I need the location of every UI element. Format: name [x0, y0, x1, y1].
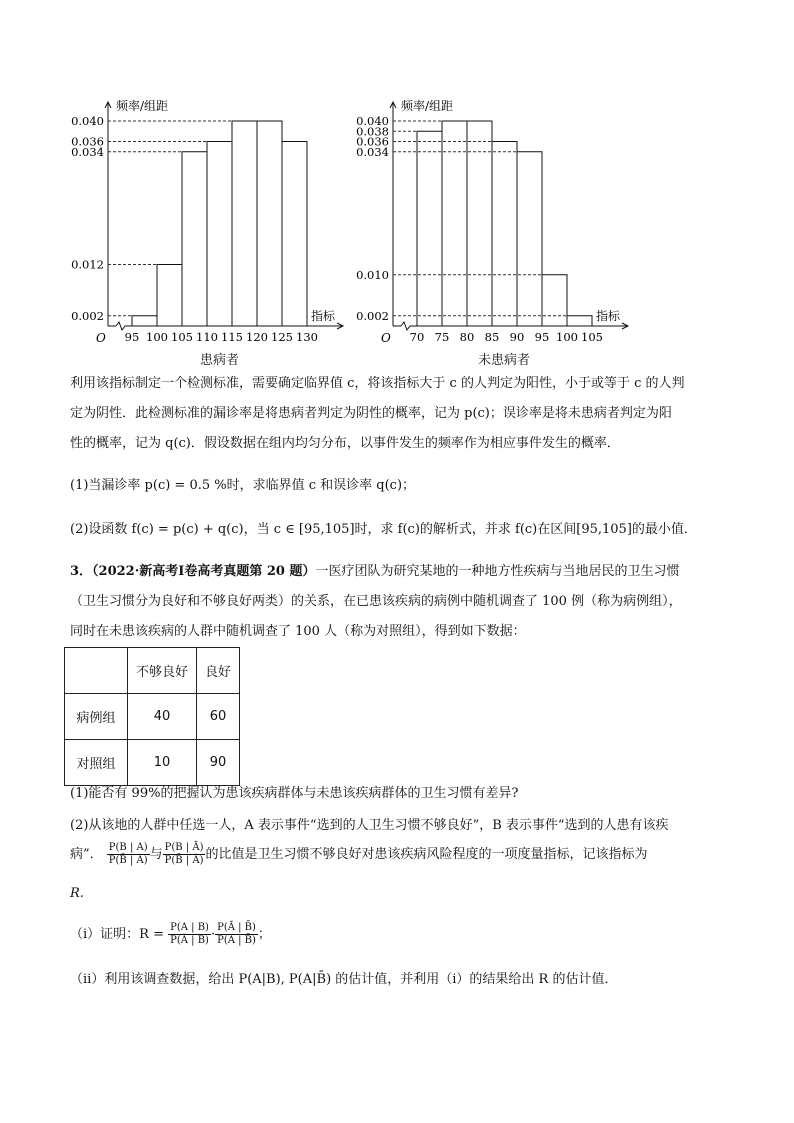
y-tick-label: 0.034: [71, 144, 104, 159]
x-tick-label: 80: [459, 330, 475, 344]
x-tick-label: 100: [556, 330, 578, 344]
paragraph-line: 定为阴性．此检测标准的漏诊率是将患病者判定为阴性的概率，记为 p(c)；误诊率是将未患病者判定为阳: [70, 406, 672, 421]
question-2: (2)设函数 f(c) = p(c) + q(c)，当 c ∈ [95,105]时，求 f(c)的解析式，并求 f(c)在区间[95,105]的最小值．: [70, 522, 697, 537]
table-cell: 40: [128, 694, 197, 740]
problem-3-line-1: [70, 560, 680, 579]
table-cell: [65, 648, 128, 694]
table-row: [65, 694, 240, 740]
origin-label: O: [381, 331, 391, 345]
histogram-non-patients: [345, 92, 635, 352]
y-tick-label: 0.038: [356, 124, 389, 139]
fraction-numerator: P(B | A): [108, 842, 148, 853]
fraction-numerator: P(B | Ā): [164, 842, 204, 853]
problem-3-line-2: （卫生习惯分为良好和不够良好两类）的关系，在已患该疾病的病例中随机调查了 100 例（称为病例组），: [70, 594, 682, 609]
histogram-patients-svg: [60, 92, 350, 352]
table-cell: 90: [197, 740, 240, 786]
x-tick-label: 130: [296, 330, 318, 344]
fraction-numerator: P(Ā | B̄): [217, 922, 256, 933]
x-tick-label: 100: [146, 330, 168, 344]
fraction: [168, 922, 211, 947]
x-tick-label: 110: [196, 330, 218, 344]
sub-question-2-line-1: (2)从该地的人群中任选一人，A 表示事件“选到的人卫生习惯不够良好”，B 表示事件“选到的人患有该疾: [70, 818, 669, 833]
table-cell: 60: [197, 694, 240, 740]
origin-label: O: [96, 331, 106, 345]
fraction-denominator: P(Ā | B): [170, 935, 209, 946]
table-cell: 病例组: [65, 694, 128, 740]
y-tick-label: 0.040: [71, 114, 104, 128]
x-axis-break: [401, 322, 410, 330]
x-tick-label: 120: [246, 330, 268, 344]
fraction: [215, 922, 258, 947]
sub-question-2-line-2: [70, 842, 647, 867]
y-tick-label: 0.040: [356, 114, 389, 128]
x-tick-label: 105: [581, 330, 603, 344]
x-tick-label: 125: [271, 330, 293, 344]
histogram-bar: [182, 152, 207, 326]
table-cell: 良好: [197, 648, 240, 694]
problem-3-line-3: 同时在未患该疾病的人群中随机调查了 100 人（称为对照组），得到如下数据：: [70, 624, 526, 639]
histogram-bar: [417, 131, 442, 326]
x-tick-label: 115: [221, 330, 243, 344]
y-tick-label: 0.034: [356, 144, 389, 159]
histogram-bar: [542, 275, 567, 326]
x-axis-label: 指标: [596, 309, 621, 323]
sub-question-1: (1)能否有 99%的把握认为患该疾病群体与未患该疾病群体的卫生习惯有差异?: [70, 786, 519, 801]
fraction: [163, 842, 206, 867]
paragraph-line: 性的概率，记为 q(c)．假设数据在组内均匀分布，以事件发生的频率作为相应事件发生的概率．: [70, 436, 620, 451]
histogram-bar: [257, 121, 282, 326]
histogram-bar: [132, 316, 157, 326]
table-cell: 对照组: [65, 740, 128, 786]
caption-patients: 患病者: [200, 353, 240, 368]
fraction-denominator: P(A | B̄): [217, 935, 256, 946]
x-tick-label: 70: [409, 330, 425, 344]
y-axis-label: 频率/组距: [401, 99, 454, 113]
y-tick-label: 0.010: [356, 267, 389, 282]
histogram-patients: [60, 92, 350, 352]
histogram-bar: [517, 152, 542, 326]
y-tick-label: 0.036: [71, 134, 104, 149]
x-tick-label: 90: [509, 330, 525, 344]
question-1: (1)当漏诊率 p(c) = 0.5 %时，求临界值 c 和误诊率 q(c)；: [70, 478, 416, 493]
x-tick-label: 95: [124, 330, 140, 344]
text-fragment: 的比值是卫生习惯不够良好对患该疾病风险程度的一项度量指标，记该指标为: [205, 847, 648, 862]
fraction-denominator: P(B̄ | A): [108, 855, 148, 866]
data-table: [64, 647, 240, 786]
table-row: [65, 740, 240, 786]
table-cell: 10: [128, 740, 197, 786]
problem-number: 3．: [70, 564, 93, 579]
problem-text: 一医疗团队为研究某地的一种地方性疾病与当地居民的卫生习惯: [315, 564, 680, 579]
sub-question-2-line-3: R.: [70, 886, 84, 901]
text-fragment: （ⅰ）证明：R =: [70, 927, 164, 942]
x-axis-break: [116, 322, 125, 330]
histogram-bar: [157, 265, 182, 327]
text-fragment: 病”．: [70, 847, 103, 862]
fraction: [107, 842, 150, 867]
histogram-bar: [567, 316, 592, 326]
fraction-numerator: P(A | B): [170, 922, 209, 933]
table-header-row: [65, 648, 240, 694]
paragraph-line: 利用该指标制定一个检测标准，需要确定临界值 c，将该指标大于 c 的人判定为阳性，小于或等于 c 的人判: [70, 376, 685, 391]
sub-question-ii: （ⅱ）利用该调查数据，给出 P(A|B), P(A|B̄) 的估计值，并利用（ⅰ）的结果给出 R 的估计值．: [70, 972, 618, 987]
histogram-bar: [282, 142, 307, 327]
histogram-bar: [232, 121, 257, 326]
histogram-non-patients-svg: [345, 92, 635, 352]
x-tick-label: 95: [534, 330, 550, 344]
y-tick-label: 0.036: [356, 134, 389, 149]
text-fragment: 与: [149, 847, 163, 862]
x-tick-label: 75: [434, 330, 450, 344]
y-tick-label: 0.012: [71, 257, 104, 272]
caption-non-patients: 未患病者: [478, 353, 531, 368]
problem-source: （2022·新高考Ⅰ卷高考真题第 20 题）: [92, 564, 316, 579]
y-tick-label: 0.002: [356, 308, 389, 323]
sub-question-i: （ⅰ）证明：R = $\frac{P(A | B)}{P(Ā | B)}$ · $\frac{P(Ā | B̄)}{P(A | B̄)}$ ；: [70, 922, 271, 946]
y-tick-label: 0.002: [71, 308, 104, 323]
y-axis-label: 频率/组距: [116, 99, 169, 113]
x-axis-label: 指标: [311, 309, 336, 323]
x-tick-label: 105: [171, 330, 193, 344]
text-fragment: ；: [257, 927, 271, 942]
x-tick-label: 85: [484, 330, 500, 344]
fraction-denominator: P(B̄ | Ā): [164, 855, 204, 866]
histogram-bar: [207, 142, 232, 327]
histogram-bar: [492, 142, 517, 327]
table-cell: 不够良好: [128, 648, 197, 694]
